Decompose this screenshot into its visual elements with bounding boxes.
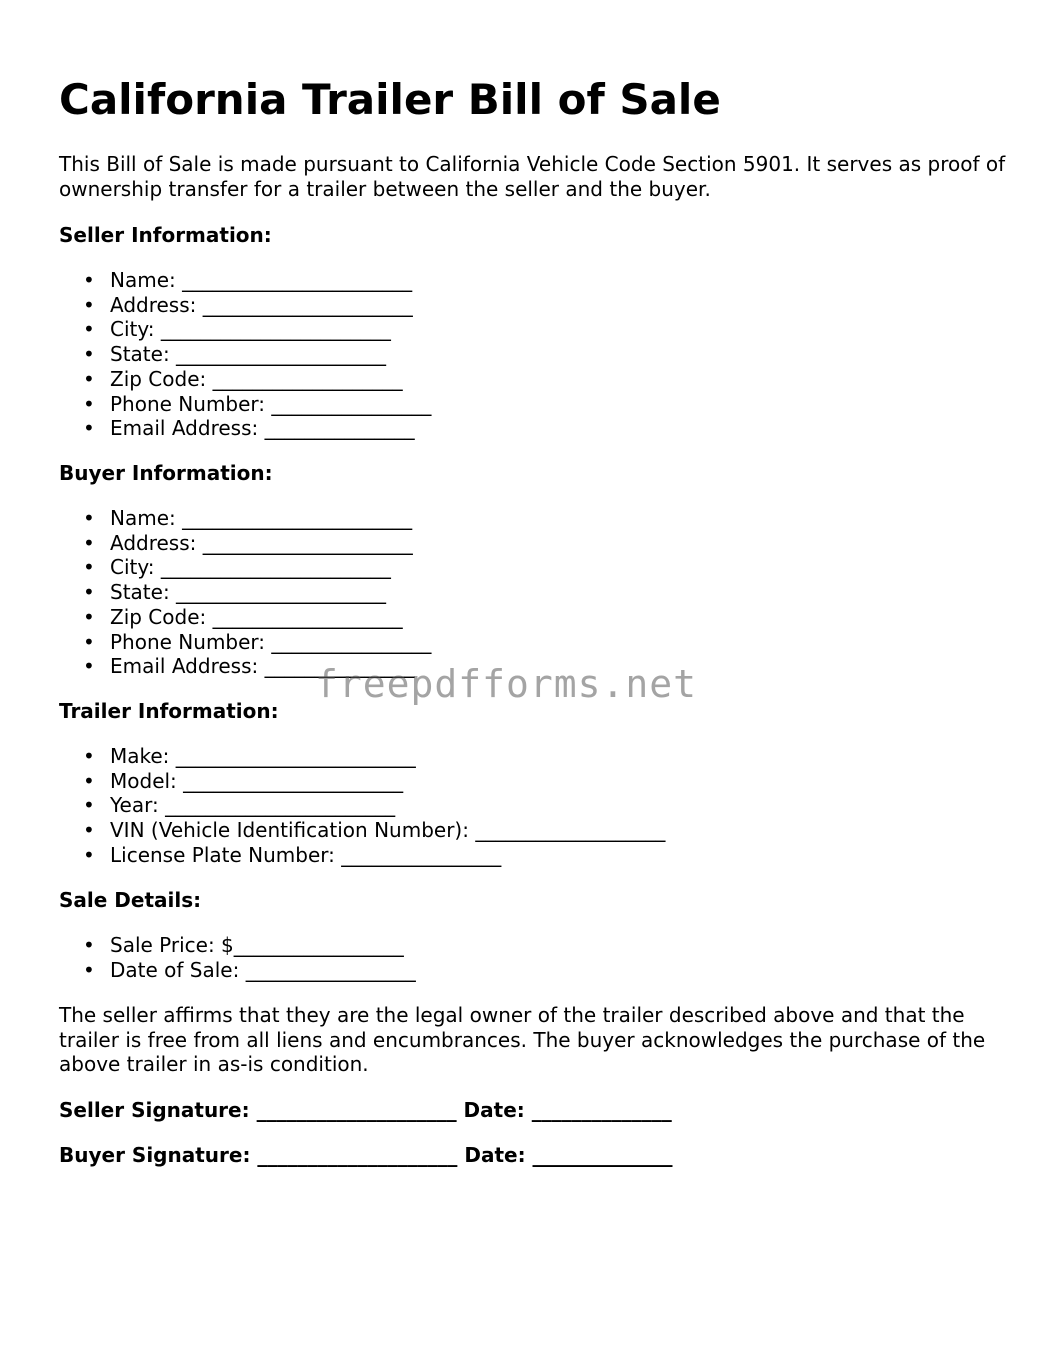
seller-city-field[interactable]: • City: _______________________ (110, 317, 1055, 342)
sale-field-list (59, 933, 1055, 982)
buyer-address-field[interactable]: • Address: _____________________ (110, 531, 1055, 556)
seller-address-field[interactable]: • Address: _____________________ (110, 293, 1055, 318)
seller-name-field[interactable]: • Name: _______________________ (110, 268, 1055, 293)
buyer-zip-field[interactable]: • Zip Code: ___________________ (110, 605, 1055, 630)
seller-phone-field[interactable]: • Phone Number: ________________ (110, 392, 1055, 417)
sale-heading: Sale Details: (59, 888, 202, 912)
seller-email-field[interactable]: • Email Address: _______________ (110, 416, 1055, 441)
seller-zip-field[interactable]: • Zip Code: ___________________ (110, 367, 1055, 392)
trailer-heading: Trailer Information: (59, 699, 279, 723)
sale-date-field[interactable]: • Date of Sale: _________________ (110, 958, 1055, 983)
buyer-city-field[interactable]: • City: _______________________ (110, 555, 1055, 580)
buyer-phone-field[interactable]: • Phone Number: ________________ (110, 630, 1055, 655)
trailer-make-field[interactable]: • Make: ________________________ (110, 744, 1055, 769)
seller-heading: Seller Information: (59, 223, 272, 247)
buyer-signature-line[interactable]: Buyer Signature: ____________________ Date: ______________ (59, 1143, 673, 1167)
intro-paragraph: This Bill of Sale is made pursuant to California Vehicle Code Section 5901. It serves as proof of ownership transfer for a trailer between the seller and the buyer. (59, 152, 1006, 201)
document-title: California Trailer Bill of Sale (59, 75, 721, 124)
buyer-name-field[interactable]: • Name: _______________________ (110, 506, 1055, 531)
trailer-field-list (59, 744, 1055, 868)
seller-signature-line[interactable]: Seller Signature: ____________________ Date: ______________ (59, 1098, 672, 1122)
buyer-state-field[interactable]: • State: _____________________ (110, 580, 1055, 605)
buyer-field-list (59, 506, 1055, 679)
trailer-year-field[interactable]: • Year: _______________________ (110, 793, 1055, 818)
seller-state-field[interactable]: • State: _____________________ (110, 342, 1055, 367)
seller-field-list (59, 268, 1055, 441)
watermark-text: freepdfforms.net (315, 662, 698, 706)
buyer-email-field[interactable]: • Email Address: _______________ (110, 654, 1055, 679)
sale-price-field[interactable]: • Sale Price: $_________________ (110, 933, 1055, 958)
trailer-plate-field[interactable]: • License Plate Number: ________________ (110, 843, 1055, 868)
affirmation-paragraph: The seller affirms that they are the legal owner of the trailer described above and that the trailer is free from all liens and encumbrances. The buyer acknowledges the purchase of the above trailer in as-is condition. (59, 1003, 986, 1076)
trailer-vin-field[interactable]: • VIN (Vehicle Identification Number): ___________________ (110, 818, 1055, 843)
buyer-heading: Buyer Information: (59, 461, 273, 485)
trailer-model-field[interactable]: • Model: ______________________ (110, 769, 1055, 794)
